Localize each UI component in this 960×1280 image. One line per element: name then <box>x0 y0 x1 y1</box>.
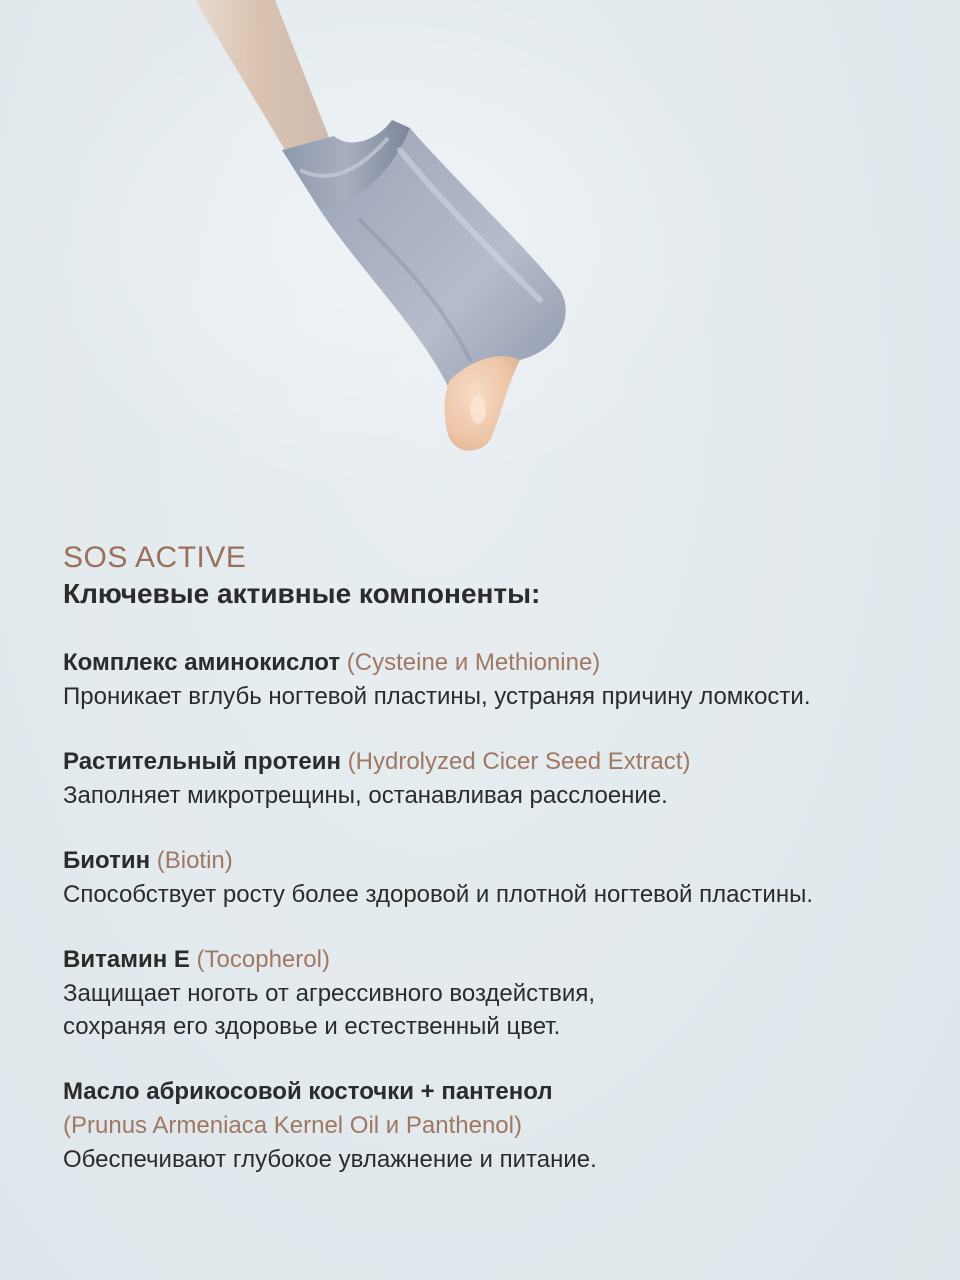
section-heading: Ключевые активные компоненты: <box>63 578 541 609</box>
component-plant-protein <box>63 745 923 812</box>
component-latin-name: (Prunus Armeniaca Kernel Oil и Panthenol) <box>63 1112 522 1139</box>
component-name: Биотин <box>63 847 151 874</box>
component-biotin <box>63 844 923 911</box>
component-amino-acids <box>63 646 923 713</box>
component-description-line-2: сохраняя его здоровье и естественный цвет. <box>63 1013 561 1040</box>
component-latin-name: (Biotin) <box>156 847 233 874</box>
component-vitamin-e <box>63 943 923 1043</box>
component-description-line-1: Защищает ноготь от агрессивного воздействия, <box>63 980 595 1007</box>
component-latin-name: (Hydrolyzed Cicer Seed Extract) <box>347 748 691 775</box>
component-description: Проникает вглубь ногтевой пластины, устраняя причину ломкости. <box>63 683 811 710</box>
brand-title: SOS ACTIVE <box>63 541 247 574</box>
component-description: Заполняет микротрещины, останавливая расслоение. <box>63 782 668 809</box>
component-name: Масло абрикосовой косточки + пантенол <box>63 1078 553 1105</box>
component-apricot-oil-panthenol <box>63 1075 923 1176</box>
component-latin-name: (Tocopherol) <box>196 946 330 973</box>
component-name: Растительный протеин <box>63 748 341 775</box>
component-name: Комплекс аминокислот <box>63 649 341 676</box>
component-latin-name: (Cysteine и Methionine) <box>346 649 601 676</box>
component-description: Способствует росту более здоровой и плотной ногтевой пластины. <box>63 881 813 908</box>
nail-brush-illustration <box>0 0 960 520</box>
component-name: Витамин Е <box>63 946 190 973</box>
ingredients-section <box>63 540 923 1176</box>
component-description: Обеспечивают глубокое увлажнение и питание. <box>63 1146 597 1173</box>
